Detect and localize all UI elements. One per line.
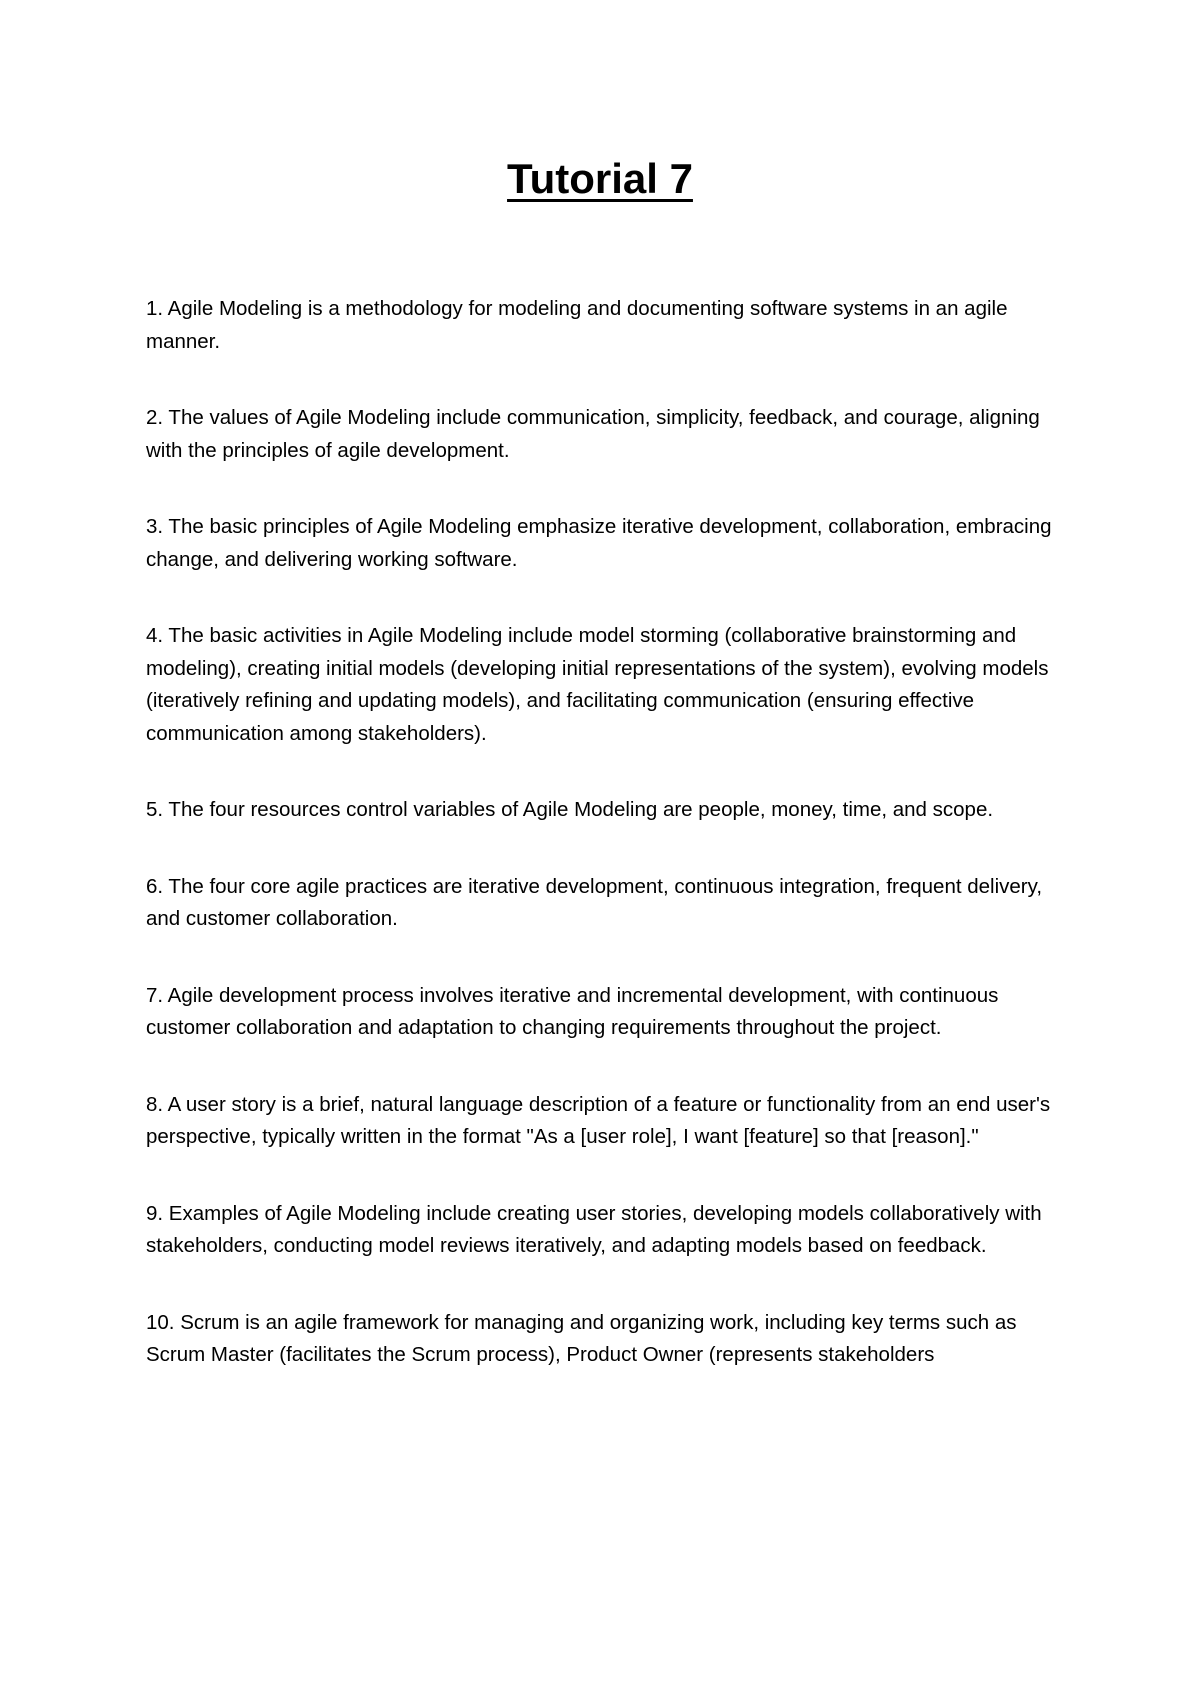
answer-item-1: 1. Agile Modeling is a methodology for modeling and documenting software systems in an agile manner. <box>146 297 1008 353</box>
answer-item-7: 7. Agile development process involves iterative and incremental development, with continuous customer collaboration and adaptation to changing requirements throughout the project. <box>146 983 999 1039</box>
answer-list <box>146 293 1066 1416</box>
answer-item-3: 3. The basic principles of Agile Modeling emphasize iterative development, collaboration, embracing change, and delivering working software. <box>146 515 1052 571</box>
page-title: Tutorial 7 <box>507 155 693 202</box>
answer-item-8: 8. A user story is a brief, natural language description of a feature or functionality from an end user's perspective, typically written in the format "As a [user role], I want [feature] so that [reason]." <box>146 1092 1051 1148</box>
answer-item-4: 4. The basic activities in Agile Modeling include model storming (collaborative brainstorming and modeling), creating initial models (developing initial representations of the system), evolving models (iteratively refining and updating models), and facilitating communication (ensuring effective communication among stakeholders). <box>146 624 1049 745</box>
answer-item-9: 9. Examples of Agile Modeling include creating user stories, developing models collaboratively with stakeholders, conducting model reviews iteratively, and adapting models based on feedback. <box>146 1201 1042 1257</box>
answer-item-10: 10. Scrum is an agile framework for managing and organizing work, including key terms such as Scrum Master (facilitates the Scrum process), Product Owner (represents stakeholders <box>146 1310 1017 1366</box>
answer-item-5: 5. The four resources control variables of Agile Modeling are people, money, time, and scope. <box>146 798 994 821</box>
answer-item-2: 2. The values of Agile Modeling include communication, simplicity, feedback, and courage, aligning with the principles of agile development. <box>146 406 1040 462</box>
answer-item-6: 6. The four core agile practices are iterative development, continuous integration, frequent delivery, and customer collaboration. <box>146 874 1043 930</box>
